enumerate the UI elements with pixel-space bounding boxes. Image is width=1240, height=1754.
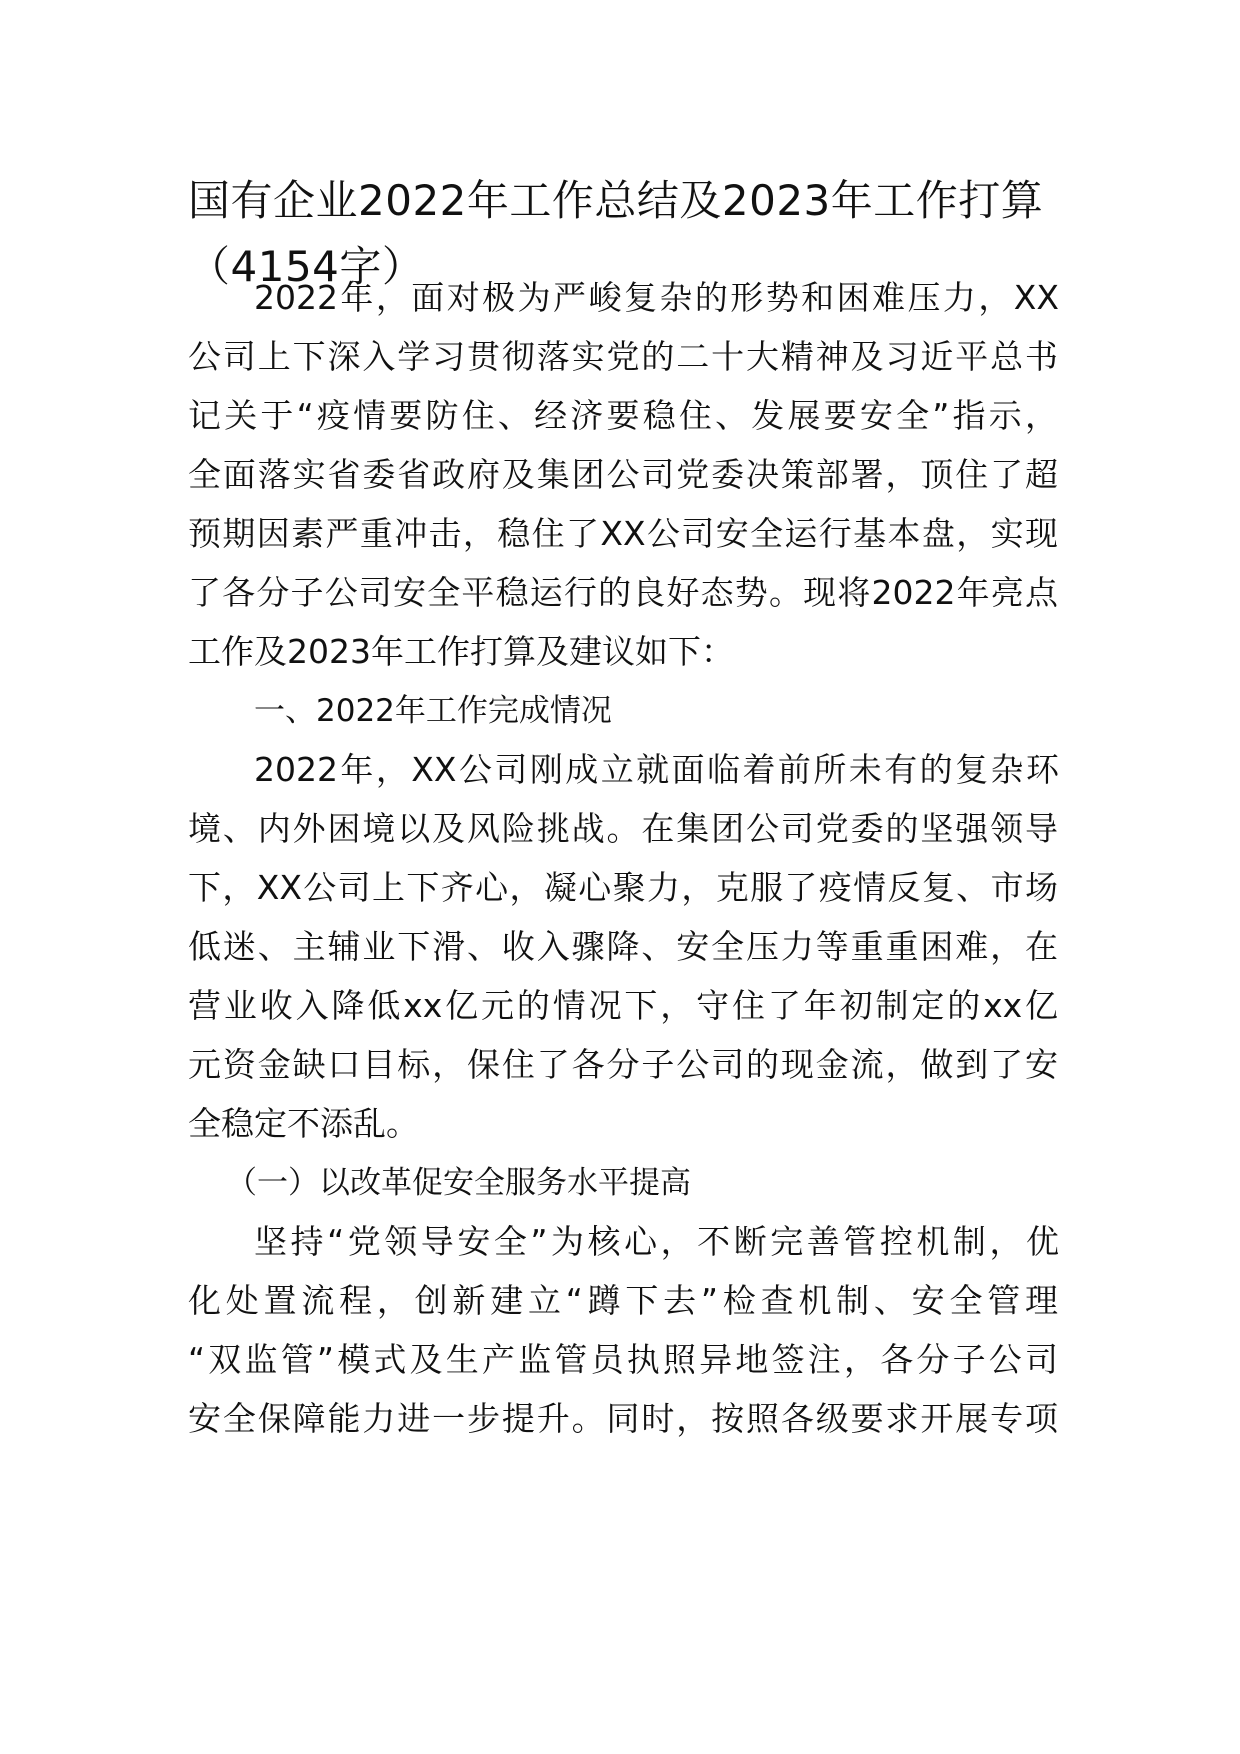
paragraph-line: 营业收入降低xx亿元的情况下，守住了年初制定的xx亿 bbox=[188, 986, 1058, 1025]
paragraph-line: 记关于“疫情要防住、经济要稳住、发展要安全”指示， bbox=[188, 396, 1058, 435]
paragraph-line: 元资金缺口目标，保住了各分子公司的现金流，做到了安 bbox=[188, 1045, 1058, 1084]
paragraph-line: 坚持“党领导安全”为核心，不断完善管控机制，优 bbox=[254, 1222, 1059, 1261]
document-title: 国有企业2022年工作总结及2023年工作打算（4154字） bbox=[188, 176, 1044, 291]
paragraph-line: 全稳定不添乱。 bbox=[188, 1104, 419, 1143]
paragraph-line: 化处置流程，创新建立“蹲下去”检查机制、安全管理 bbox=[188, 1281, 1058, 1320]
paragraph-line: 了各分子公司安全平稳运行的良好态势。现将2022年亮点 bbox=[188, 573, 1058, 612]
paragraph-line: 2022年，面对极为严峻复杂的形势和困难压力，XX bbox=[254, 278, 1059, 317]
paragraph-line: “双监管”模式及生产监管员执照异地签注，各分子公司 bbox=[188, 1340, 1058, 1379]
paragraph-line: 预期因素严重冲击，稳住了XX公司安全运行基本盘，实现 bbox=[188, 514, 1058, 553]
section-heading: 一、2022年工作完成情况 bbox=[254, 693, 612, 729]
paragraph-line: 全面落实省委省政府及集团公司党委决策部署，顶住了超 bbox=[188, 455, 1058, 494]
paragraph-line: 2022年，XX公司刚成立就面临着前所未有的复杂环 bbox=[254, 750, 1059, 789]
paragraph-line: 低迷、主辅业下滑、收入骤降、安全压力等重重困难，在 bbox=[188, 927, 1058, 966]
paragraph-line: 境、内外困境以及风险挑战。在集团公司党委的坚强领导 bbox=[188, 809, 1058, 848]
paragraph-line: 安全保障能力进一步提升。同时，按照各级要求开展专项 bbox=[188, 1399, 1058, 1438]
paragraph-line: 公司上下深入学习贯彻落实党的二十大精神及习近平总书 bbox=[188, 337, 1058, 376]
subsection-heading: （一）以改革促安全服务水平提高 bbox=[226, 1165, 691, 1201]
paragraph-line: 工作及2023年工作打算及建议如下： bbox=[188, 632, 734, 671]
paragraph-line: 下，XX公司上下齐心，凝心聚力，克服了疫情反复、市场 bbox=[188, 868, 1058, 907]
